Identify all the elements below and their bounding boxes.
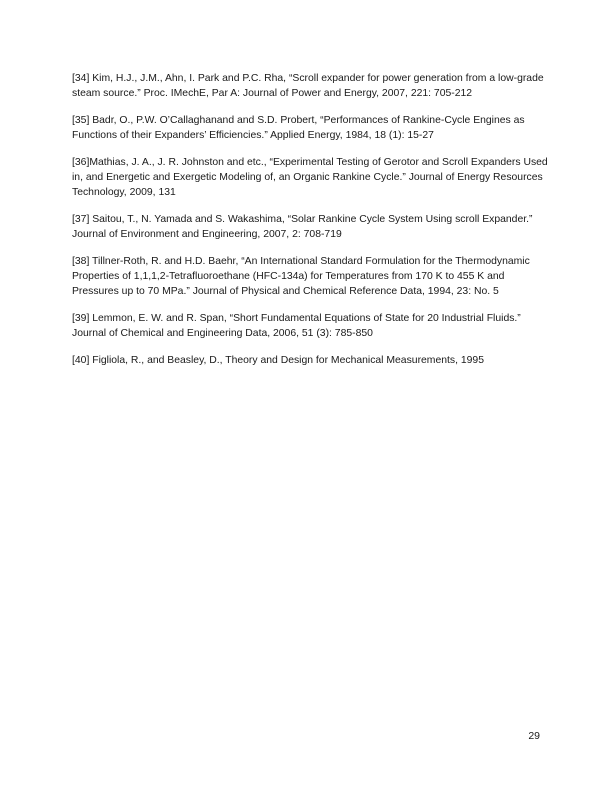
reference-40: [40] Figliola, R., and Beasley, D., Theory and Design for Mechanical Measurements, 1995 — [72, 354, 484, 366]
reference-37: [37] Saitou, T., N. Yamada and S. Wakashima, “Solar Rankine Cycle System Using scroll Expander.” Journal of Environment and Engineering, 2007, 2: 708-719 — [72, 213, 533, 241]
reference-list — [72, 71, 550, 379]
reference-38: [38] Tillner-Roth, R. and H.D. Baehr, “An International Standard Formulation for the Thermodynamic Properties of 1,1,1,2-Tetrafluoroethane (HFC-134a) for Temperatures from 170 K to 455 K and Pressures up to 70 MPa.” Journal of Physical and Chemical Reference Data, 1994, 23: No. 5 — [72, 255, 530, 298]
reference-34: [34] Kim, H.J., J.M., Ahn, I. Park and P.C. Rha, “Scroll expander for power generation from a low-grade steam source.” Proc. IMechE, Par A: Journal of Power and Energy, 2007, 221: 705-212 — [72, 73, 544, 100]
reference-35: [35] Badr, O., P.W. O’Callaghanand and S.D. Probert, “Performances of Rankine-Cycle Engines as Functions of their Expanders’ Efficiencies.” Applied Energy, 1984, 18 (1): 15-27 — [72, 114, 525, 142]
reference-36: [36]Mathias, J. A., J. R. Johnston and etc., “Experimental Testing of Gerotor and Scroll Expanders Used in, and Energetic and Exergetic Modeling of, an Organic Rankine Cycle.” Journal of Energy Resources Technology, 2009, 131 — [72, 156, 548, 199]
page-number: 29 — [528, 730, 540, 742]
reference-39: [39] Lemmon, E. W. and R. Span, “Short Fundamental Equations of State for 20 Industrial Fluids.” Journal of Chemical and Engineering Data, 2006, 51 (3): 785-850 — [72, 312, 521, 340]
